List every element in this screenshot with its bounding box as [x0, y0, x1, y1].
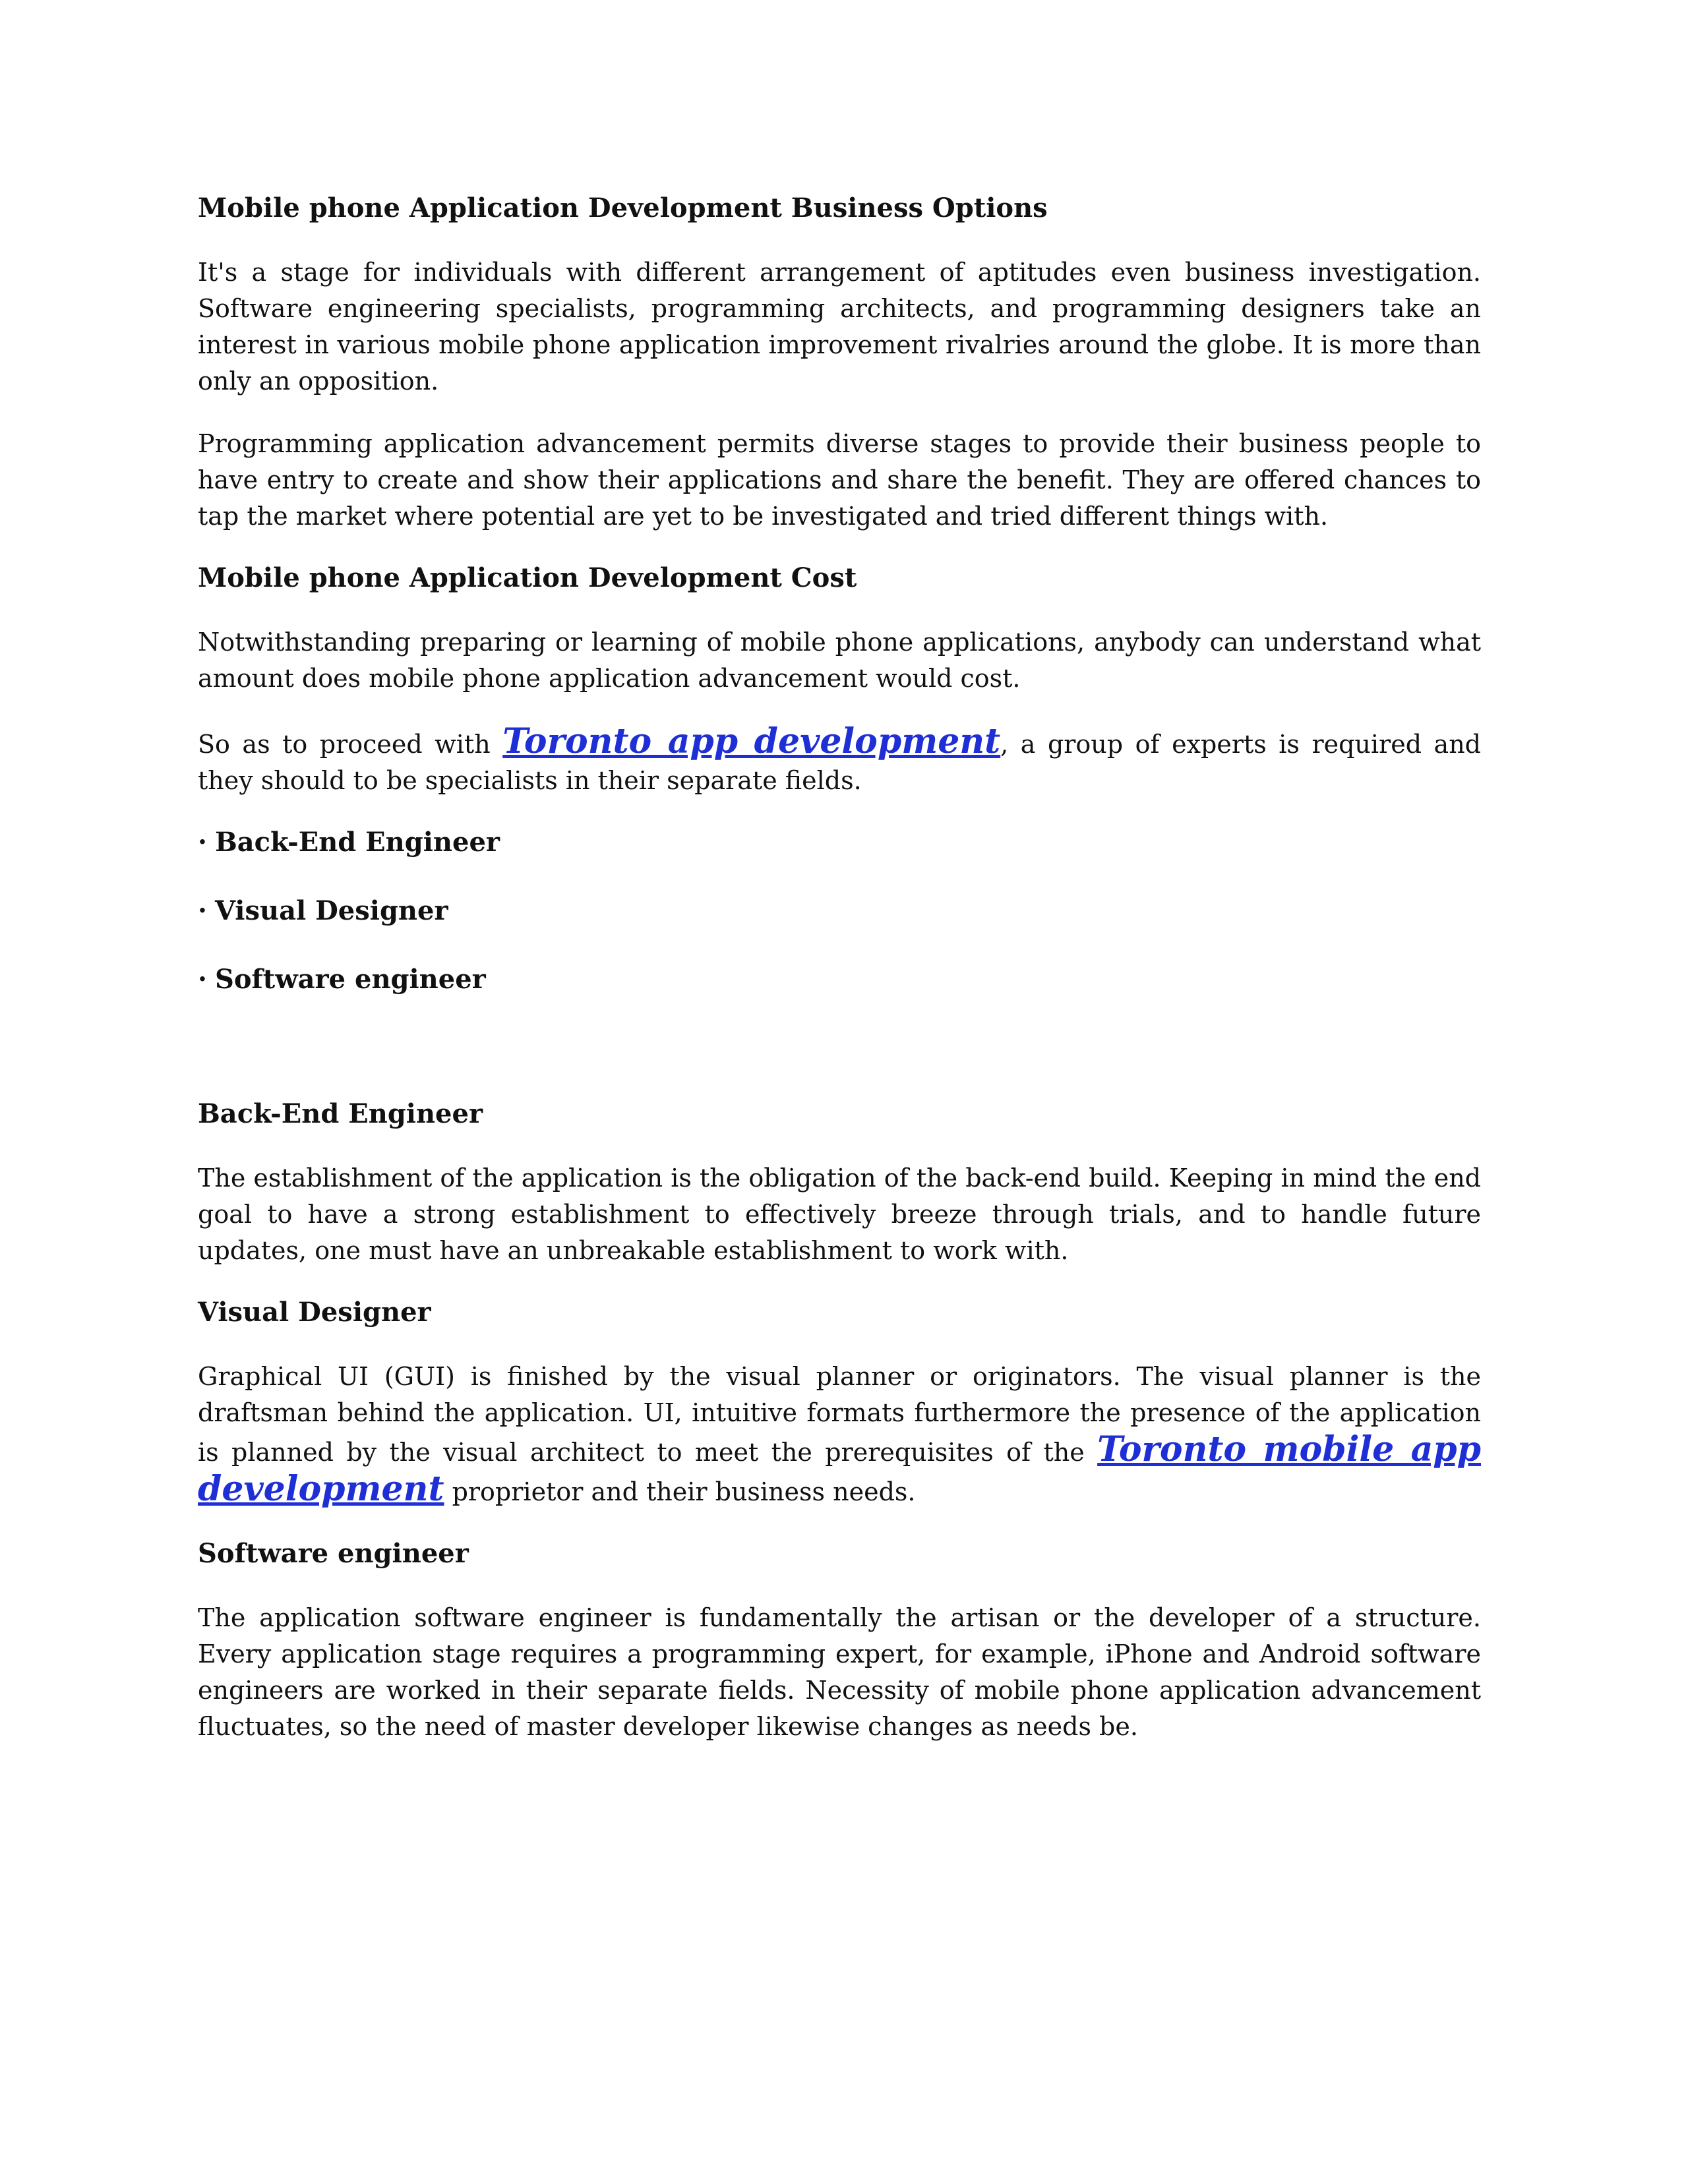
section-heading-back-end-engineer: Back-End Engineer	[198, 1098, 483, 1129]
paragraph-with-link	[198, 1359, 1481, 1510]
roles-list	[198, 825, 1481, 997]
section-heading-business-options: Mobile phone Application Development Business Options	[198, 192, 1048, 223]
toronto-app-development-link[interactable]: Toronto app development	[502, 721, 1001, 761]
paragraph: It's a stage for individuals with different arrangement of aptitudes even business investigation. Software engineering specialists, programming architects, and programming designers take an interest in various mobile phone application improvement rivalries around the globe. It is more than only an opposition.	[198, 258, 1481, 396]
toronto-mobile-app-development-link[interactable]: Toronto mobile app development	[198, 1429, 1482, 1509]
bullet: ·	[198, 895, 207, 926]
section-heading-visual-designer: Visual Designer	[198, 1297, 431, 1328]
role-label: Visual Designer	[214, 895, 448, 926]
paragraph-text: Graphical UI (GUI) is finished by the visual planner or originators. The visual planner is the draftsman behind the application. UI, intuitive formats furthermore the presence of the application is planned by the visual architect to meet the prerequisites of the	[198, 1362, 1481, 1467]
list-item	[198, 825, 1481, 860]
paragraph: The application software engineer is fundamentally the artisan or the developer of a structure. Every application stage requires a programming expert, for example, iPhone and Android software engineers are worked in their separate fields. Necessity of mobile phone application advancement fluctuates, so the need of master developer likewise changes as needs be.	[198, 1603, 1481, 1741]
paragraph: Notwithstanding preparing or learning of mobile phone applications, anybody can understand what amount does mobile phone application advancement would cost.	[198, 628, 1481, 693]
paragraph-text: So as to proceed with	[198, 730, 503, 759]
bullet: ·	[198, 827, 207, 858]
role-label: Software engineer	[214, 964, 486, 995]
spacer	[198, 1031, 1481, 1097]
paragraph: The establishment of the application is the obligation of the back-end build. Keeping in mind the end goal to have a strong establishment to effectively breeze through trials, and to handle future updates, one must have an unbreakable establishment to work with.	[198, 1164, 1481, 1265]
paragraph-text: , a group of experts is required and they should to be specialists in their separate fields.	[198, 730, 1482, 795]
paragraph-with-link	[198, 723, 1481, 799]
paragraph-text: proprietor and their business needs.	[444, 1477, 916, 1506]
section-heading-development-cost: Mobile phone Application Development Cost	[198, 562, 857, 593]
list-item	[198, 894, 1481, 928]
section-heading-software-engineer: Software engineer	[198, 1538, 469, 1569]
role-label: Back-End Engineer	[214, 827, 500, 858]
document-page	[198, 191, 1481, 1771]
paragraph: Programming application advancement permits diverse stages to provide their business people to have entry to create and show their applications and share the benefit. They are offered chances to tap the market where potential are yet to be investigated and tried different things with.	[198, 429, 1481, 531]
bullet: ·	[198, 964, 207, 995]
list-item	[198, 962, 1481, 997]
